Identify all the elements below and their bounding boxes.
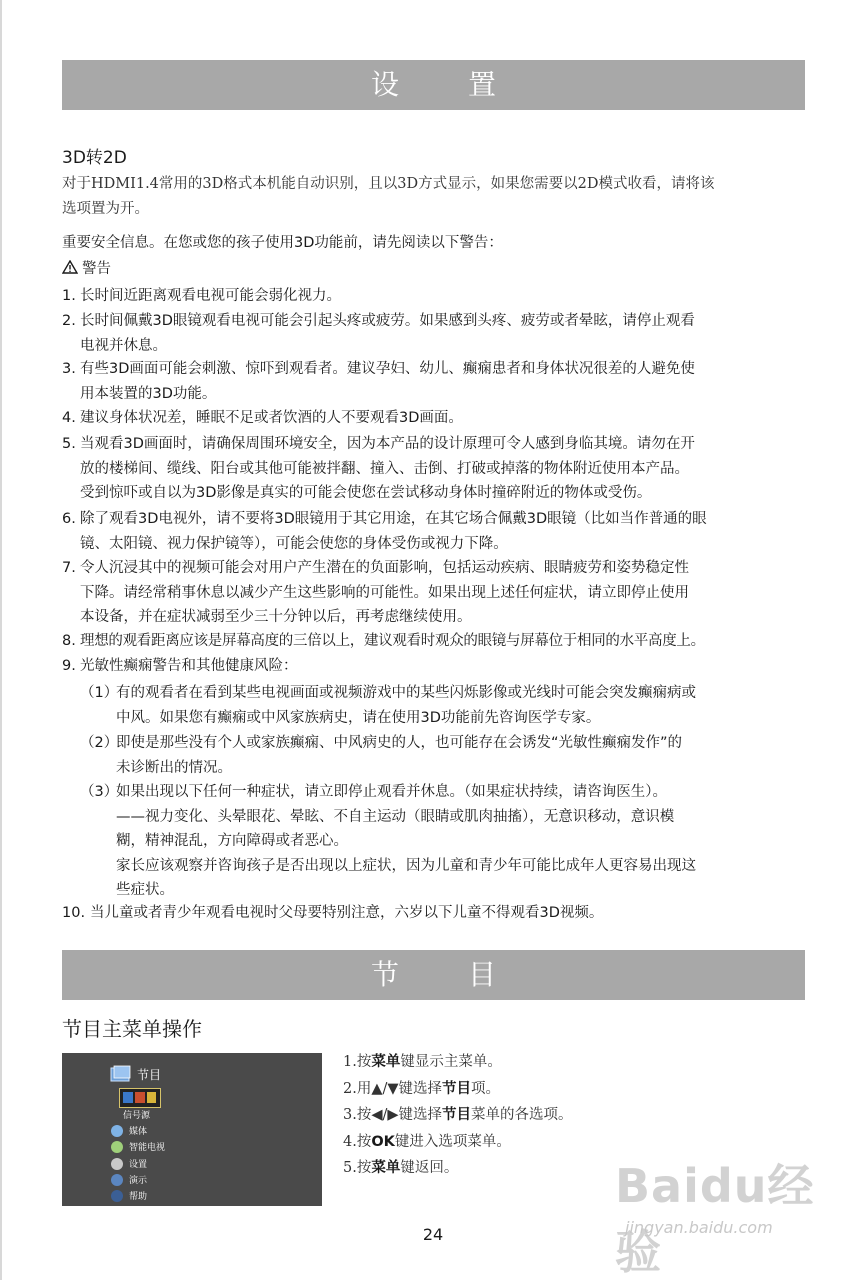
key-name: 节目: [442, 1107, 472, 1123]
tv-menu-item[interactable]: [111, 1140, 165, 1153]
watermark-url: jingyan.baidu.com: [625, 1218, 773, 1237]
item-number: 10.: [62, 905, 86, 921]
sub-warning-item: [80, 780, 807, 903]
item-line: 除了观看3D电视外，请不要将3D眼镜用于其它用途，在其它场合佩戴3D眼镜（比如当作普通的眼: [80, 511, 707, 527]
item-line: 有的观看者在看到某些电视画面或视频游戏中的某些闪烁影像或光线时可能会突发癫痫病或: [116, 685, 696, 701]
warning-item: [62, 629, 807, 654]
subsection-title: 3D转2D: [62, 148, 127, 168]
item-line: 些症状。: [116, 882, 174, 898]
item-line: 即使是那些没有个人或家族癫痫、中风病史的人，也可能存在会诱发“光敏性癫痫发作”的: [116, 735, 683, 751]
key-name: OK: [371, 1133, 395, 1150]
item-number: 1.: [62, 288, 76, 304]
tv-menu-item-label: 媒体: [129, 1127, 148, 1137]
warning-item: [62, 284, 807, 309]
item-line: 糊，精神混乱，方向障碍或者恶心。: [116, 833, 348, 849]
item-line: 如果出现以下任何一种症状，请立即停止观看并休息。（如果症状持续，请咨询医生）。: [116, 784, 667, 800]
item-number: （3）: [80, 784, 119, 800]
menu-steps: [343, 1049, 573, 1182]
item-line: ——视力变化、头晕眼花、晕眩、不自主运动（眼睛或肌肉抽搐），无意识移动，意识模: [116, 808, 675, 825]
desc-line: 对于HDMI1.4常用的3D格式本机能自动识别，且以3D方式显示，如果您需要以2D模式收看，请将该: [62, 176, 715, 192]
baidu-watermark: [615, 1150, 845, 1279]
item-line: 当儿童或者青少年观看电视时父母要特别注意，六岁以下儿童不得观看3D视频。: [90, 905, 604, 921]
step-line: 2.用▲/▼键选择节目项。: [343, 1080, 501, 1097]
item-line: 光敏性癫痫警告和其他健康风险：: [80, 658, 298, 674]
item-line: 建议身体状况差，睡眠不足或者饮酒的人不要观看3D画面。: [80, 410, 463, 426]
item-line: 家长应该观察并咨询孩子是否出现以上症状，因为儿童和青少年可能比成年人更容易出现这: [116, 857, 696, 874]
desc-line: 选项置为开。: [62, 201, 149, 217]
sub-warning-item: [80, 731, 807, 780]
item-number: （2）: [80, 735, 119, 751]
warning-triangle-icon: [62, 260, 78, 274]
item-line: 本设备，并在症状减弱至少三十分钟以后，再考虑继续使用。: [80, 609, 472, 625]
warning-item: [62, 654, 807, 679]
key-name: 菜单: [371, 1054, 401, 1070]
warning-item: [62, 406, 807, 431]
sub-warning-item: [80, 681, 807, 730]
step-line: 1.按菜单键显示主菜单。: [343, 1054, 502, 1070]
tv-menu-item-label: 智能电视: [129, 1143, 166, 1153]
item-number: 2.: [62, 313, 76, 329]
step-line: 4.按OK键进入选项菜单。: [343, 1133, 511, 1150]
item-number: （1）: [80, 685, 119, 701]
item-number: 8.: [62, 633, 76, 649]
warning-item: [62, 507, 807, 556]
warning-label: 警告: [82, 261, 111, 277]
item-line: 受到惊吓或自以为3D影像是真实的可能会使您在尝试移动身体时撞碎附近的物体或受伤。: [80, 485, 652, 501]
warning-item: [62, 309, 807, 358]
tv-menu-screenshot: [62, 1053, 322, 1206]
tv-menu-selected[interactable]: 信号源: [123, 1111, 151, 1121]
item-line: 放的楼梯间、缆线、阳台或其他可能被拌翻、撞入、击倒、打破或掉落的物体附近使用本产品。: [80, 460, 689, 477]
warning-item: [62, 357, 807, 406]
smart-tv-icon: [111, 1141, 123, 1153]
tv-menu-title-row: [110, 1065, 161, 1083]
item-number: 5.: [62, 436, 76, 452]
help-icon: [111, 1190, 123, 1202]
key-name: 菜单: [371, 1160, 401, 1176]
warning-item: [62, 556, 807, 630]
watermark-logo: Baidu经验: [615, 1159, 815, 1279]
item-number: 4.: [62, 410, 76, 426]
item-line: 有些3D画面可能会刺激、惊吓到观看者。建议孕妇、幼儿、癫痫患者和身体状况很差的人避免使: [80, 361, 695, 377]
tv-menu-item-label: 设置: [129, 1160, 148, 1170]
item-line: 长时间近距离观看电视可能会弱化视力。: [80, 288, 341, 304]
source-thumbnail-icon: [119, 1088, 161, 1108]
item-line: 用本装置的3D功能。: [80, 385, 217, 402]
tv-menu-item[interactable]: [111, 1124, 147, 1137]
item-line: 理想的观看距离应该是屏幕高度的三倍以上，建议观看时观众的眼镜与屏幕位于相同的水平高度上。: [80, 633, 705, 649]
item-line: 镜、太阳镜、视力保护镜等），可能会使您的身体受伤或视力下降。: [80, 535, 508, 552]
item-line: 当观看3D画面时，请确保周围环境安全，因为本产品的设计原理可令人感到身临其境。请勿在开: [80, 436, 695, 452]
tv-menu-item[interactable]: [111, 1173, 147, 1186]
subsection-description: [62, 172, 807, 222]
demo-icon: [111, 1174, 123, 1186]
tv-folder-icon: [110, 1065, 132, 1083]
item-line: 长时间佩戴3D眼镜观看电视可能会引起头疼或疲劳。如果感到头疼、疲劳或者晕眩，请停止观看: [80, 313, 695, 329]
tv-menu-item-label: 演示: [129, 1176, 148, 1186]
warning-item: [62, 901, 807, 926]
item-number: 9.: [62, 658, 76, 674]
item-line: 电视并休息。: [80, 337, 167, 354]
menu-heading: 节目主菜单操作: [62, 1017, 202, 1041]
page-number: 24: [422, 1225, 444, 1244]
tv-menu-title: 节目: [137, 1067, 162, 1082]
settings-icon: [111, 1158, 123, 1170]
item-line: 令人沉浸其中的视频可能会对用户产生潜在的负面影响，包括运动疾病、眼睛疲劳和姿势稳定性: [80, 560, 689, 576]
step-line: 3.按◀/▶键选择节目菜单的各选项。: [343, 1107, 573, 1123]
item-number: 3.: [62, 361, 76, 377]
tv-menu-item-label: 帮助: [129, 1192, 148, 1202]
warning-item: [62, 432, 807, 506]
item-line: 未诊断出的情况。: [116, 759, 232, 776]
warning-heading: [62, 257, 807, 281]
safety-intro: 重要安全信息。在您或您的孩子使用3D功能前，请先阅读以下警告：: [62, 235, 503, 251]
item-number: 6.: [62, 511, 76, 527]
key-name: 节目: [442, 1080, 472, 1097]
tv-menu-item[interactable]: [111, 1189, 147, 1202]
media-icon: [111, 1125, 123, 1137]
section-banner-program: 节 目: [62, 950, 805, 1000]
item-number: 7.: [62, 560, 76, 576]
section-banner-settings: 设 置: [62, 60, 805, 110]
tv-menu-item[interactable]: [111, 1157, 147, 1170]
item-line: 中风。如果您有癫痫或中风家族病史，请在使用3D功能前先咨询医学专家。: [116, 709, 601, 726]
step-line: 5.按菜单键返回。: [343, 1160, 459, 1176]
item-line: 下降。请经常稍事休息以减少产生这些影响的可能性。如果出现上述任何症状，请立即停止使用: [80, 584, 689, 601]
